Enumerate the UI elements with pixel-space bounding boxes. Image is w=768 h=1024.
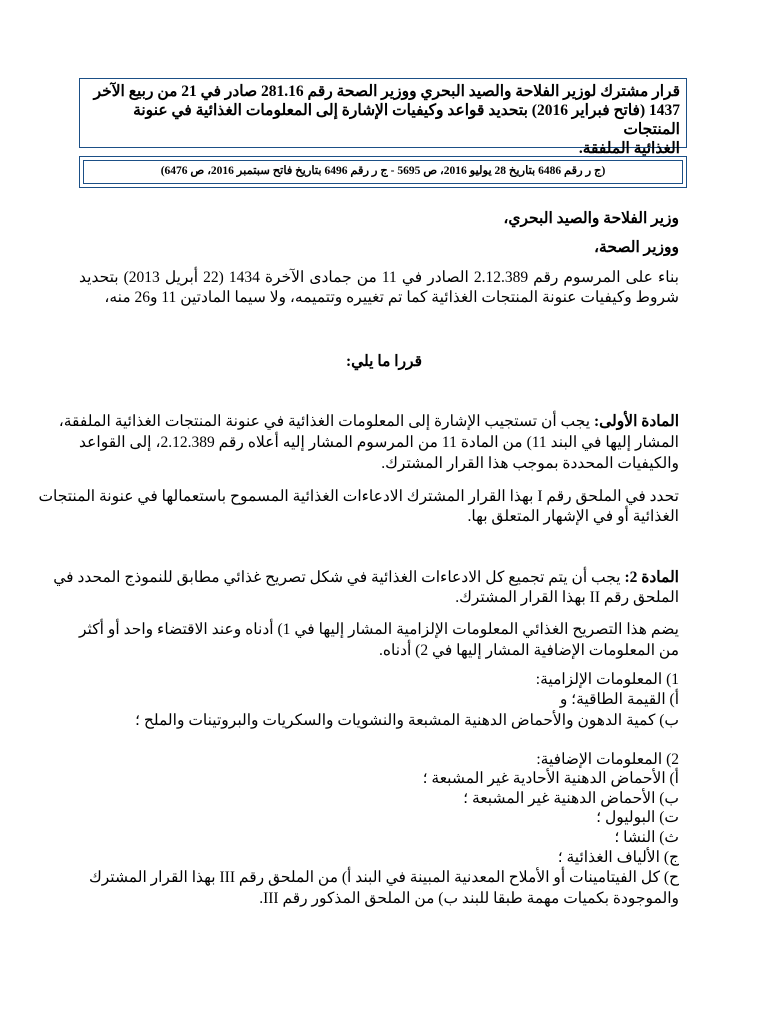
article2-line1 <box>53 568 679 588</box>
additional-heading: 2) المعلومات الإضافية: <box>536 751 679 768</box>
mandatory-item: أ) القيمة الطاقية؛ و <box>559 691 679 708</box>
article1-line1 <box>58 412 679 432</box>
additional-item: ب) الأحماض الدهنية غير المشبعة ؛ <box>463 790 679 807</box>
additional-item: ح) كل الفيتامينات أو الأملاح المعدنية المبينة في البند أ) من الملحق رقم III بهذا القرار المشترك <box>88 869 679 886</box>
article2-label: المادة 2: <box>624 569 679 586</box>
minister-1: وزير الفلاحة والصيد البحري، <box>503 210 679 227</box>
reference-text: (ج ر رقم 6486 بتاريخ 28 يوليو 2016، ص 5695 - ج ر رقم 6496 بتاريخ فاتح سبتمبر 2016، ص 6476) <box>83 160 683 184</box>
preamble-line: شروط وكيفيات عنونة المنتجات الغذائية كما تم تغييره وتتميمه، ولا سيما المادتين 11 و26 منه، <box>104 289 679 306</box>
decided-heading: قررا ما يلي: <box>345 353 423 370</box>
mandatory-heading: 1) المعلومات الإلزامية: <box>535 671 679 688</box>
article1-para2-line: تحدد في الملحق رقم I بهذا القرار المشترك الادعاءات الغذائية المسموح باستعمالها في عنونة المنتجات <box>38 488 679 505</box>
article1-line: المشار إليها في البند 11) من المادة 11 من المرسوم المشار إليه أعلاه رقم 2.12.389، إلى القواعد <box>79 434 679 451</box>
article1-para2-line: الغذائية أو في الإشهار المتعلق بها. <box>467 508 679 525</box>
additional-item: ث) النشا ؛ <box>614 829 679 846</box>
additional-item: أ) الأحماض الدهنية الأحادية غير المشبعة ؛ <box>422 770 679 787</box>
title-line: قرار مشترك لوزير الفلاحة والصيد البحري ووزير الصحة رقم 281.16 صادر في 21 من ربيع الآخر <box>93 83 680 100</box>
article2-line: الملحق رقم II بهذا القرار المشترك. <box>455 589 679 606</box>
reference-box <box>79 156 687 188</box>
additional-item: ج) الألياف الغذائية ؛ <box>557 849 679 866</box>
article2-para2-line: من المعلومات الإضافية المشار إليها في 2) أدناه. <box>379 642 679 659</box>
title-line: 1437 (فاتح فبراير 2016) بتحديد قواعد وكيفيات الإشارة إلى المعلومات الغذائية في عنونة المنتجات <box>133 102 680 138</box>
title-box <box>79 78 687 157</box>
article1-text: يجب أن تستجيب الإشارة إلى المعلومات الغذائية في عنونة المنتجات الغذائية الملفقة، <box>58 413 594 430</box>
additional-item: والموجودة بكميات مهمة طبقا للبند ب) من الملحق المذكور رقم III. <box>259 890 679 907</box>
article1-line: والكيفيات المحددة بموجب هذا القرار المشترك. <box>381 455 679 472</box>
additional-item: ت) البوليول ؛ <box>596 809 679 826</box>
article2-para2-line: يضم هذا التصريح الغذائي المعلومات الإلزامية المشار إليها في 1) أدناه وعند الاقتضاء واحد أو أكثر <box>79 621 680 638</box>
article1-label: المادة الأولى: <box>593 413 679 430</box>
minister-2: ووزير الصحة، <box>594 239 679 256</box>
preamble-line: بناء على المرسوم رقم 2.12.389 الصادر في 11 من جمادى الآخرة 1434 (22 أبريل 2013) بتحديد <box>79 269 679 286</box>
article2-text: يجب أن يتم تجميع كل الادعاءات الغذائية في شكل تصريح غذائي مطابق للنموذج المحدد في <box>53 569 625 586</box>
mandatory-item: ب) كمية الدهون والأحماض الدهنية المشبعة والنشويات والسكريات والبروتينات والملح ؛ <box>135 712 679 729</box>
title-line: الغذائية الملفقة. <box>578 140 680 157</box>
